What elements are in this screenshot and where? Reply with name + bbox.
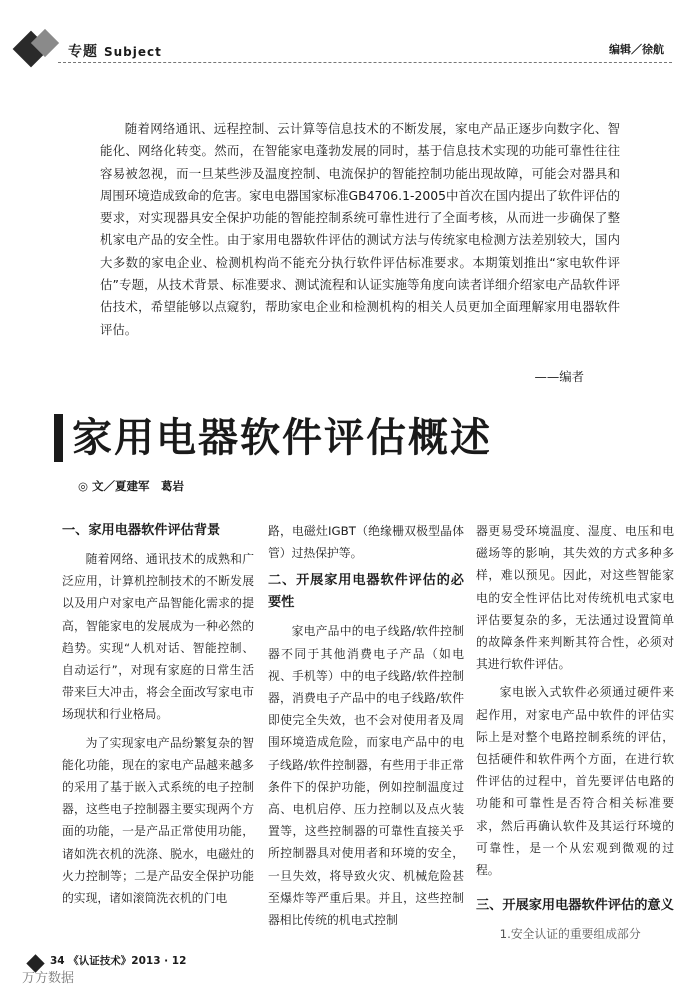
intro-signature: ——编者 [534,369,584,384]
heading-necessity: 二、开展家用电器软件评估的必要性 [268,573,464,611]
journal-name: 《认证技术》2013 · 12 [68,955,187,967]
article-title: 家用电器软件评估概述 [72,414,492,461]
page-number: 34 [50,955,65,967]
editor-credit: 编辑／徐航 [609,43,664,56]
paragraph: 路，电磁灶IGBT（绝缘栅双极型晶体管）过热保护等。 [268,524,464,561]
paragraph: 家电产品中的电子线路/软件控制器不同于其他消费电子产品（如电视、手机等）中的电子线路/软件控制器，消费电子产品中的电子线路/软件即使完全失效，也不会对使用者及周围环境造成危险，而家电产品中的电子线路/软件控制器，有些用于非正常条件下的保护功能，例如控制温度过高、电机启停、压力控制以及点火装置等，这些控制器的可靠性直接关乎所控制器具对使用者和环境的安全，一旦失效，将导致火灾、机械危险甚至爆炸等严重后果。并且，这些控制器相比传统的机电式控制 [268,624,464,928]
paragraph: 随着网络、通讯技术的成熟和广泛应用，计算机控制技术的不断发展以及用户对家电产品智能化需求的提高，智能家电的发展成为一种必然的趋势。实现“人机对话、智能控制、自动运行”，对现有家庭的日常生活带来巨大冲击，将会全面改写家电市场现状和行业格局。 [62,552,254,722]
paragraph: 家电嵌入式软件必须通过硬件来起作用，对家电产品中软件的评估实际上是对整个电路控制系统的评估，包括硬件和软件两个方面，在进行软件评估的过程中，首先要评估电路的功能和可靠性是否符合相关标准要求，然后再确认软件及其运行环境的可靠性，是一个从宏观到微观的过程。 [476,685,674,878]
heading-background: 一、家用电器软件评估背景 [62,523,221,538]
section-title: 专题 Subject [68,44,162,60]
subheading: 1.安全认证的重要组成部分 [499,927,641,942]
page-footer [50,953,186,968]
editor-intro [100,118,620,341]
section-title-en: Subject [104,45,162,59]
header-divider [58,62,672,63]
heading-significance: 三、开展家用电器软件评估的意义 [476,898,674,914]
paragraph: 器更易受环境温度、湿度、电压和电磁场等的影响，其失效的方式多种多样，难以预见。因此，对这些智能家电的安全性评估比对传统机电式家电评估要复杂的多，无法通过设置简单的故障条件来判断其符合性，必须对其进行软件评估。 [476,524,674,672]
article-author: ◎ 文／夏建军 葛岩 [78,479,185,493]
intro-paragraph: 随着网络通讯、远程控制、云计算等信息技术的不断发展，家电产品正逐步向数字化、智能化、网络化转变。然而，在智能家电蓬勃发展的同时，基于信息技术实现的功能可靠性往往容易被忽视，而一旦某些涉及温度控制、电流保护的智能控制功能出现故障，可能会对器具和周围环境造成致命的危害。家电电器国家标准GB4706.1-2005中首次在国内提出了软件评估的要求，对实现器具安全保护功能的智能控制系统可靠性进行了全面考核，从而进一步确保了整机家电产品的安全性。由于家用电器软件评估的测试方法与传统家电检测方法差别较大，国内大多数的家电企业、检测机构尚不能充分执行软件评估标准要求。本期策划推出“家电软件评估”专题，从技术背景、标准要求、测试流程和认证实施等角度向读者详细介绍家电产品软件评估技术，希望能够以点窥豹，帮助家电企业和检测机构的相关人员更加全面理解家用电器软件评估。 [100,121,620,337]
title-bar [54,414,63,462]
page-header [0,0,700,70]
column-1 [62,520,254,909]
paragraph: 为了实现家电产品纷繁复杂的智能化功能，现在的家电产品越来越多的采用了基于嵌入式系统的电子控制器，这些电子控制器主要实现两个方面的功能，一是产品正常使用功能，诸如洗衣机的洗涤、脱水，电磁灶的火力控制等；二是产品安全保护功能的实现，诸如滚筒洗衣机的门电 [62,735,254,906]
column-2 [268,520,464,931]
column-3 [476,520,674,945]
watermark: 万方数据 [22,971,75,986]
